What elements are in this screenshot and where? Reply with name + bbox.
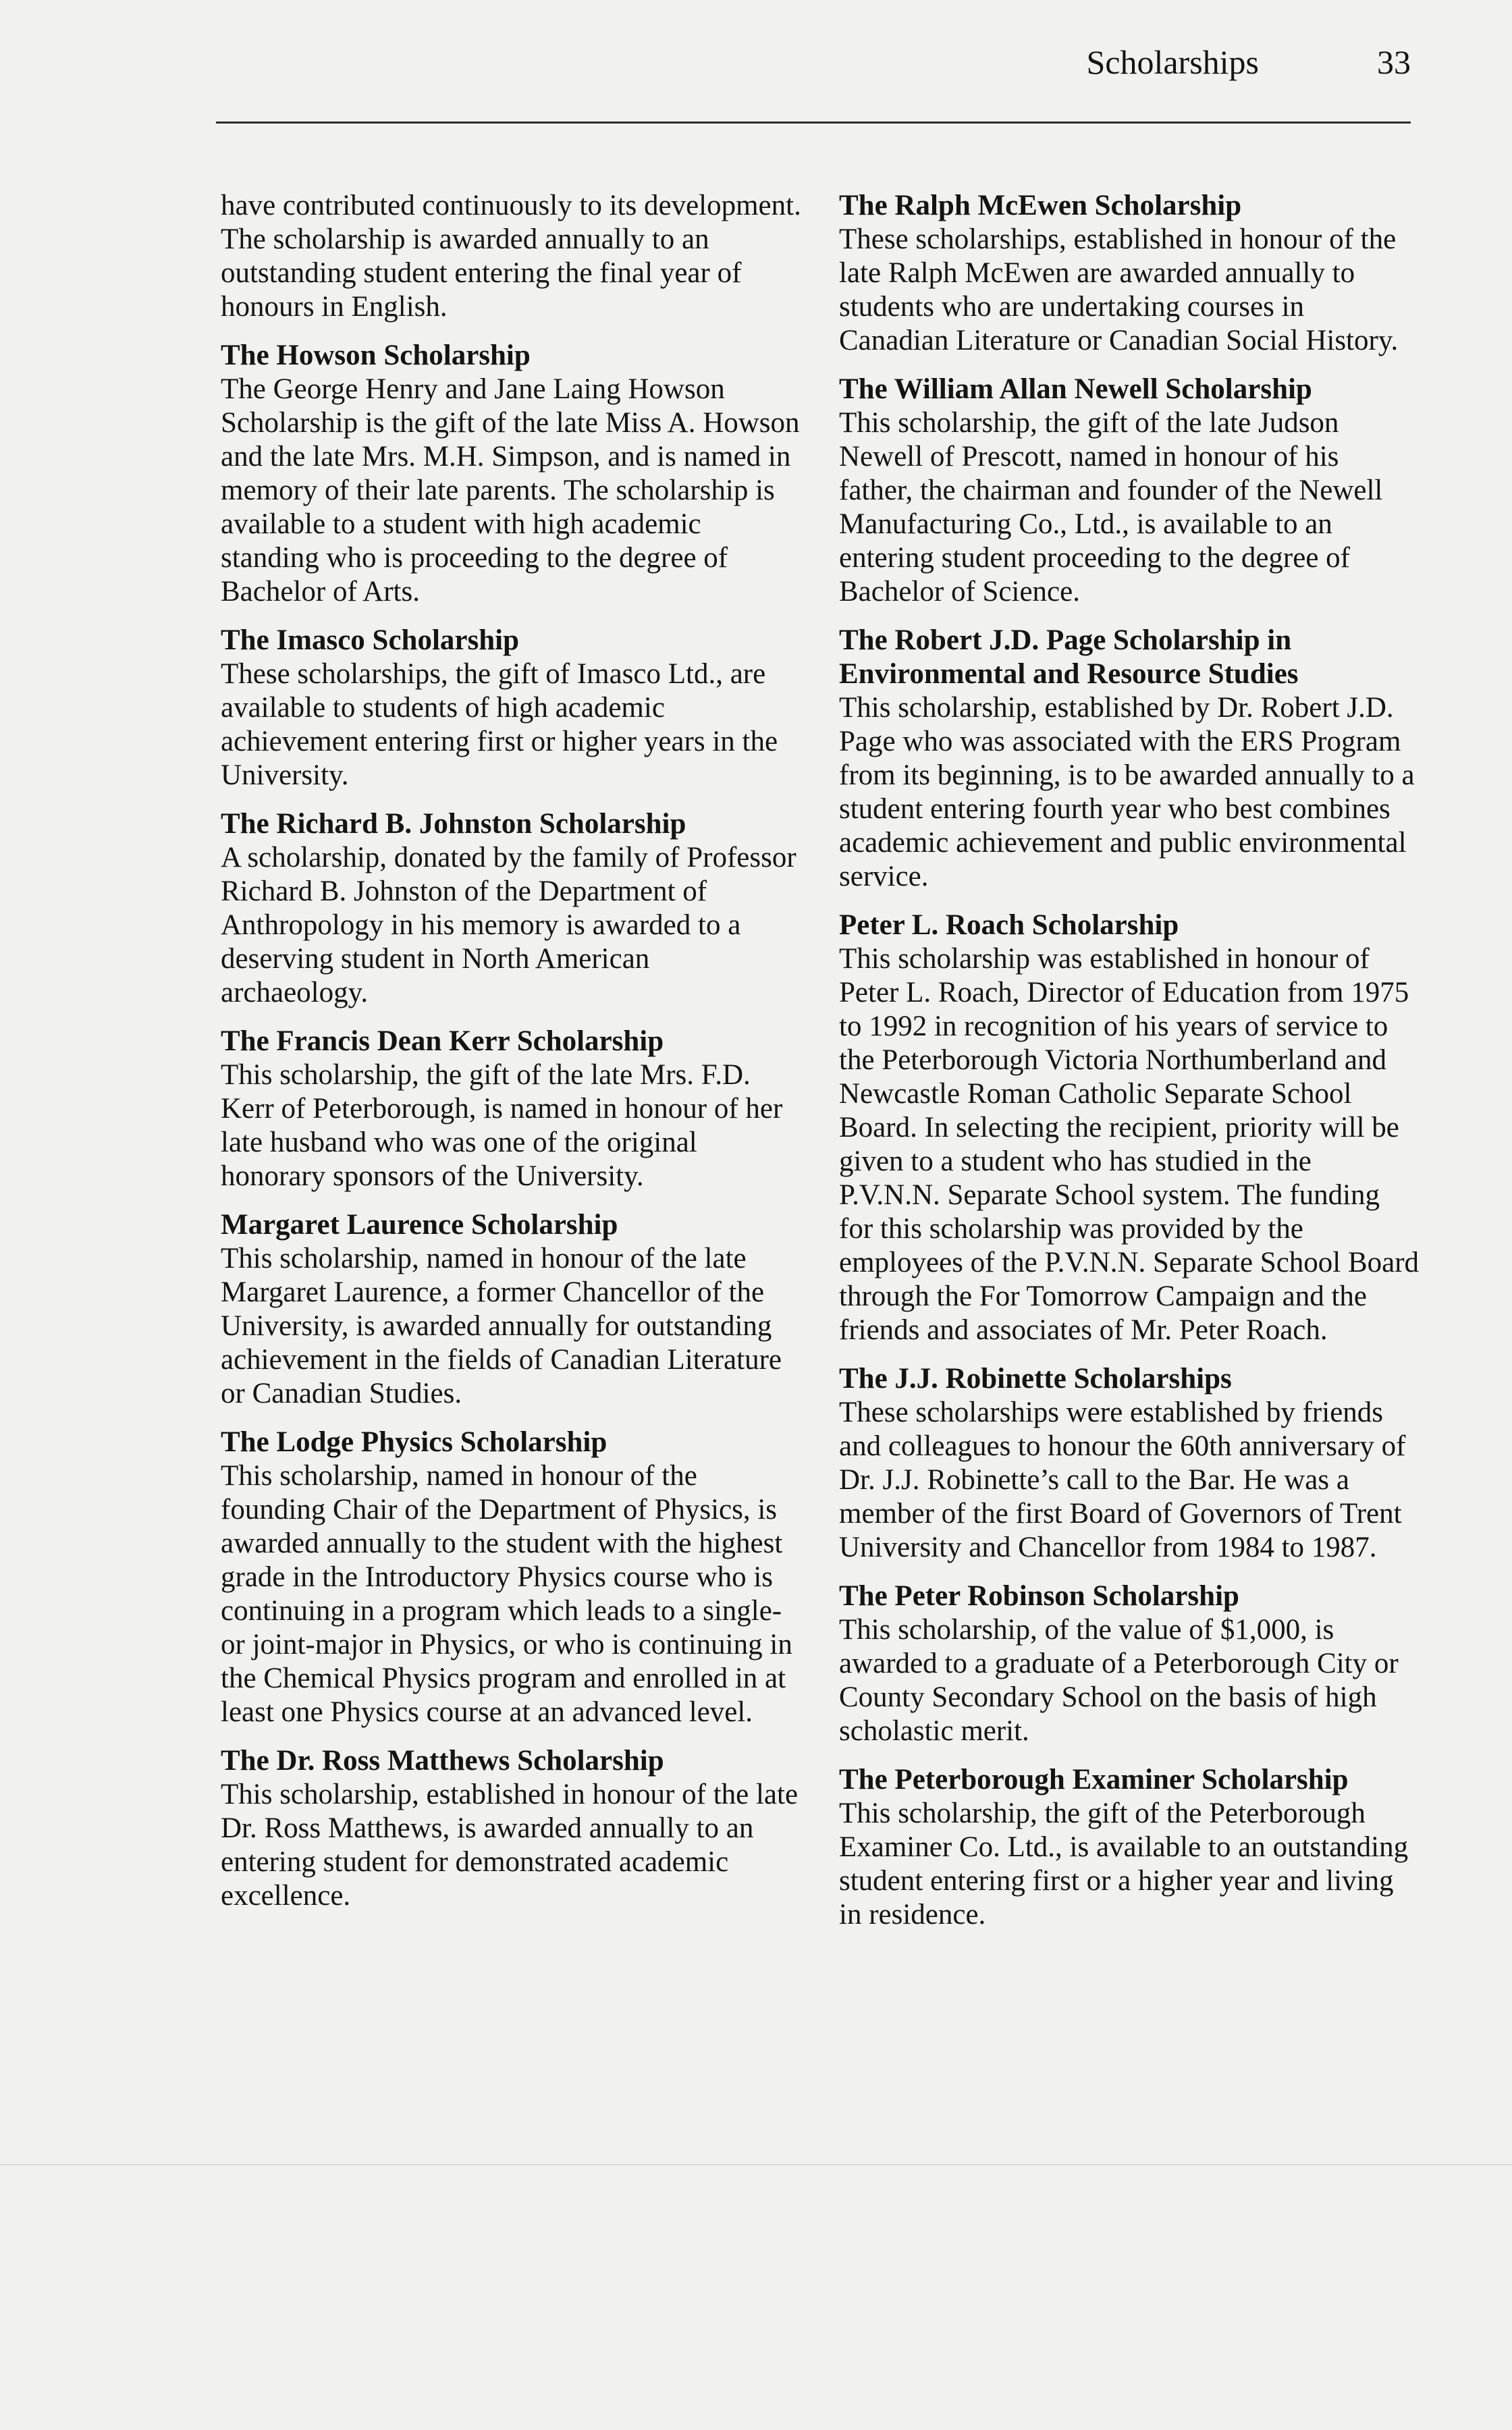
right-column	[839, 189, 1420, 1947]
entry-body: This scholarship, the gift of the late Mrs. F.D. Kerr of Peterborough, is named in honour of her late husband who was one of the original honorary sponsors of the University.	[221, 1059, 783, 1192]
entry-title: The Peterborough Examiner Scholarship	[839, 1764, 1349, 1796]
scholarship-entry-page	[839, 624, 1420, 894]
entry-title: The Howson Scholarship	[221, 340, 531, 371]
header-rule	[216, 122, 1411, 124]
entry-body: This scholarship, the gift of the late Judson Newell of Prescott, named in honour of his father, the chairman and founder of the Newell Manufacturing Co., Ltd., is available to an entering student proceeding to the degree of Bachelor of Science.	[839, 407, 1383, 608]
scholarship-entry-kerr	[221, 1025, 801, 1193]
scholarship-entry-laurence	[221, 1208, 801, 1411]
scholarship-entry-lodge	[221, 1426, 801, 1729]
entry-title: The William Allan Newell Scholarship	[839, 373, 1312, 405]
entry-title: The Francis Dean Kerr Scholarship	[221, 1025, 664, 1057]
entry-title: The Imasco Scholarship	[221, 624, 520, 656]
entry-body: This scholarship, named in honour of the late Margaret Laurence, a former Chancellor of the University, is awarded annually for outstanding achievement in the fields of Canadian Literature or Canadian Studies.	[221, 1243, 782, 1409]
entry-body: This scholarship was established in honour of Peter L. Roach, Director of Education from 1975 to 1992 in recognition of his years of service to the Peterborough Victoria Northumberland and Newcastle Roman Catholic Separate School Board. In selecting the recipient, priority will be given to a student who has studied in the P.V.N.N. Separate School system. The funding for this scholarship was provided by the employees of the P.V.N.N. Separate School Board through the For Tomorrow Campaign and the friends and associates of Mr. Peter Roach.	[839, 943, 1420, 1346]
entry-body: This scholarship, the gift of the Peterborough Examiner Co. Ltd., is available to an outstanding student entering first or a higher year and living in residence.	[839, 1798, 1409, 1931]
entry-body: These scholarships, the gift of Imasco Ltd., are available to students of high academic achievement entering first or higher years in the University.	[221, 658, 778, 791]
entry-body: This scholarship, established by Dr. Robert J.D. Page who was associated with the ERS Program from its beginning, is to be awarded annually to a student entering fourth year who best combines academic achievement and public environmental service.	[839, 692, 1415, 892]
entry-title: The J.J. Robinette Scholarships	[839, 1363, 1232, 1395]
entry-title: Peter L. Roach Scholarship	[839, 909, 1179, 941]
entry-body: These scholarships were established by friends and colleagues to honour the 60th anniversary of Dr. J.J. Robinette’s call to the Bar. He was a member of the first Board of Governors of Trent University and Chancellor from 1984 to 1987.	[839, 1397, 1406, 1563]
scholarship-entry-imasco	[221, 624, 801, 792]
entry-title: Margaret Laurence Scholarship	[221, 1209, 618, 1241]
scholarship-entry-mcewen	[839, 189, 1420, 358]
entry-title: The Ralph McEwen Scholarship	[839, 190, 1242, 221]
entry-title: The Robert J.D. Page Scholarship in Environmental and Resource Studies	[839, 624, 1299, 690]
entry-title: The Dr. Ross Matthews Scholarship	[221, 1745, 664, 1777]
scholarship-entry-howson	[221, 339, 801, 609]
entry-title: The Richard B. Johnston Scholarship	[221, 808, 686, 840]
continuation-entry	[221, 189, 801, 324]
scholarship-entry-johnston	[221, 807, 801, 1010]
entry-title: The Peter Robinson Scholarship	[839, 1580, 1239, 1612]
entry-title: The Lodge Physics Scholarship	[221, 1426, 608, 1458]
continuation-text: have contributed continuously to its development. The scholarship is awarded annually to an outstanding student entering the final year of honours in English.	[221, 190, 801, 323]
entry-body: A scholarship, donated by the family of Professor Richard B. Johnston of the Department of Anthropology in his memory is awarded to a deserving student in North American archaeology.	[221, 842, 796, 1008]
left-column	[221, 189, 801, 1928]
scholarship-entry-robinson	[839, 1580, 1420, 1748]
entry-body: This scholarship, of the value of $1,000, is awarded to a graduate of a Peterborough City or County Secondary School on the basis of high scholastic merit.	[839, 1614, 1399, 1747]
entry-body: These scholarships, established in honour of the late Ralph McEwen are awarded annually to students who are undertaking courses in Canadian Literature or Canadian Social History.	[839, 223, 1399, 356]
running-header	[216, 42, 1411, 82]
entry-body: This scholarship, established in honour of the late Dr. Ross Matthews, is awarded annually to an entering student for demonstrated academic excellence.	[221, 1779, 799, 1912]
scholarship-entry-matthews	[221, 1744, 801, 1913]
scholarship-entry-robinette	[839, 1362, 1420, 1565]
section-title: Scholarships	[1086, 43, 1259, 81]
scholarship-entry-examiner	[839, 1763, 1420, 1932]
entry-body: The George Henry and Jane Laing Howson Scholarship is the gift of the late Miss A. Howson and the late Mrs. M.H. Simpson, and is named in memory of their late parents. The scholarship is available to a student with high academic standing who is proceeding to the degree of Bachelor of Arts.	[221, 373, 800, 608]
scholarship-entry-newell	[839, 373, 1420, 609]
page-number: 33	[1377, 43, 1411, 81]
scholarship-entry-roach	[839, 909, 1420, 1347]
entry-body: This scholarship, named in honour of the founding Chair of the Department of Physics, is awarded annually to the student with the highest grade in the Introductory Physics course who is continuing in a program which leads to a single- or joint-major in Physics, or who is continuing in the Chemical Physics program and enrolled in at least one Physics course at an advanced level.	[221, 1460, 792, 1728]
scan-fold-line	[0, 2164, 1512, 2165]
